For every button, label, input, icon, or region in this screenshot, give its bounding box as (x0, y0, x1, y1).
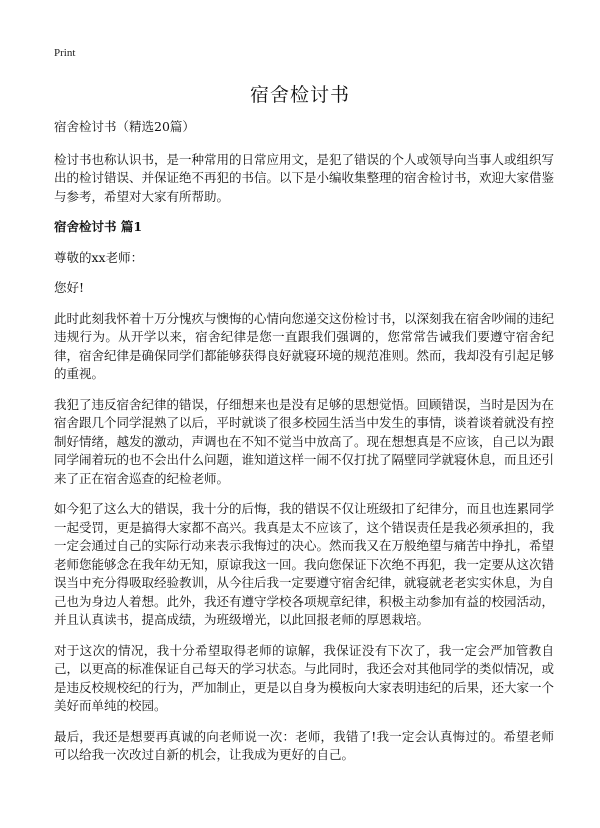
page-title: 宿舍检讨书 (249, 84, 350, 106)
salutation: 尊敬的xx老师： (54, 249, 144, 265)
section-heading: 宿舍检讨书 篇1 (54, 219, 143, 234)
document-body (54, 118, 554, 777)
intro-paragraph: 检讨书也称认识书，是一种常用的日常应用文，是犯了错误的个人或领导向当事人或组织写出的检讨错误、并保证绝不再犯的书信。以下是小编收集整理的宿舍检讨书，欢迎大家借鉴与参考，希望对大家有所帮助。 (54, 151, 555, 204)
greeting: 您好! (54, 280, 85, 295)
print-link[interactable]: Print (54, 47, 76, 59)
body-paragraph: 如今犯了这么大的错误，我十分的后悔，我的错误不仅让班级扣了纪律分，而且也连累同学一起受罚，更是搞得大家都不高兴。我真是太不应该了，这个错误责任是我必须承担的，我一定会通过自己的实际行动来表示我悔过的决心。然而我又在万般绝望与痛苦中挣扎，希望老师您能够念在我年幼无知，原谅我这一回。我向您保证下次绝不再犯，我一定要从这次错误当中充分得吸取经验教训，从今往后我一定要遵守宿舍纪律，就寝就老老实实休息，为自己也为身边人着想。此外，我还有遵守学校各项规章纪律，积极主动参加有益的校园活动，并且认真读书，提高成绩，为班级增光，以此回报老师的厚恩栽培。 (54, 501, 555, 627)
body-paragraph: 对于这次的情况，我十分希望取得老师的谅解，我保证没有下次了，我一定会严加管教自己，以更高的标准保证自己每天的学习状态。与此同时，我还会对其他同学的类似情况，或是违反校规校纪的行为，严加制止，更是以自身为模板向大家表明违纪的后果，还大家一个美好而单纯的校园。 (54, 642, 555, 713)
document-subtitle: 宿舍检讨书（精选20篇） (54, 119, 195, 134)
body-paragraph: 此时此刻我怀着十万分愧疚与懊悔的心情向您递交这份检讨书，以深刻我在宿舍吵闹的违纪违规行为。从开学以来，宿舍纪律是您一直跟我们强调的，您常常告诫我们要遵守宿舍纪律，宿舍纪律是确保同学们都能够获得良好就寝环境的规范准则。然而，我却没有引起足够的重视。 (54, 310, 555, 381)
body-paragraph: 最后，我还是想要再真诚的向老师说一次：老师，我错了!我一定会认真悔过的。希望老师可以给我一次改过自新的机会，让我成为更好的自己。 (54, 728, 554, 762)
body-paragraph: 我犯了违反宿舍纪律的错误，仔细想来也是没有足够的思想觉悟。回顾错误，当时是因为在宿舍跟几个同学混熟了以后，平时就谈了很多校园生活当中发生的事情，谈着谈着就没有控制好情绪，越发的激动，声调也在不知不觉当中放高了。现在想想真是不应该，自己以为跟同学闹着玩的也不会出什么问题，谁知道这样一闹不仅打扰了隔壁同学就寝休息，而且还引来了正在宿舍巡查的纪检老师。 (54, 396, 555, 486)
